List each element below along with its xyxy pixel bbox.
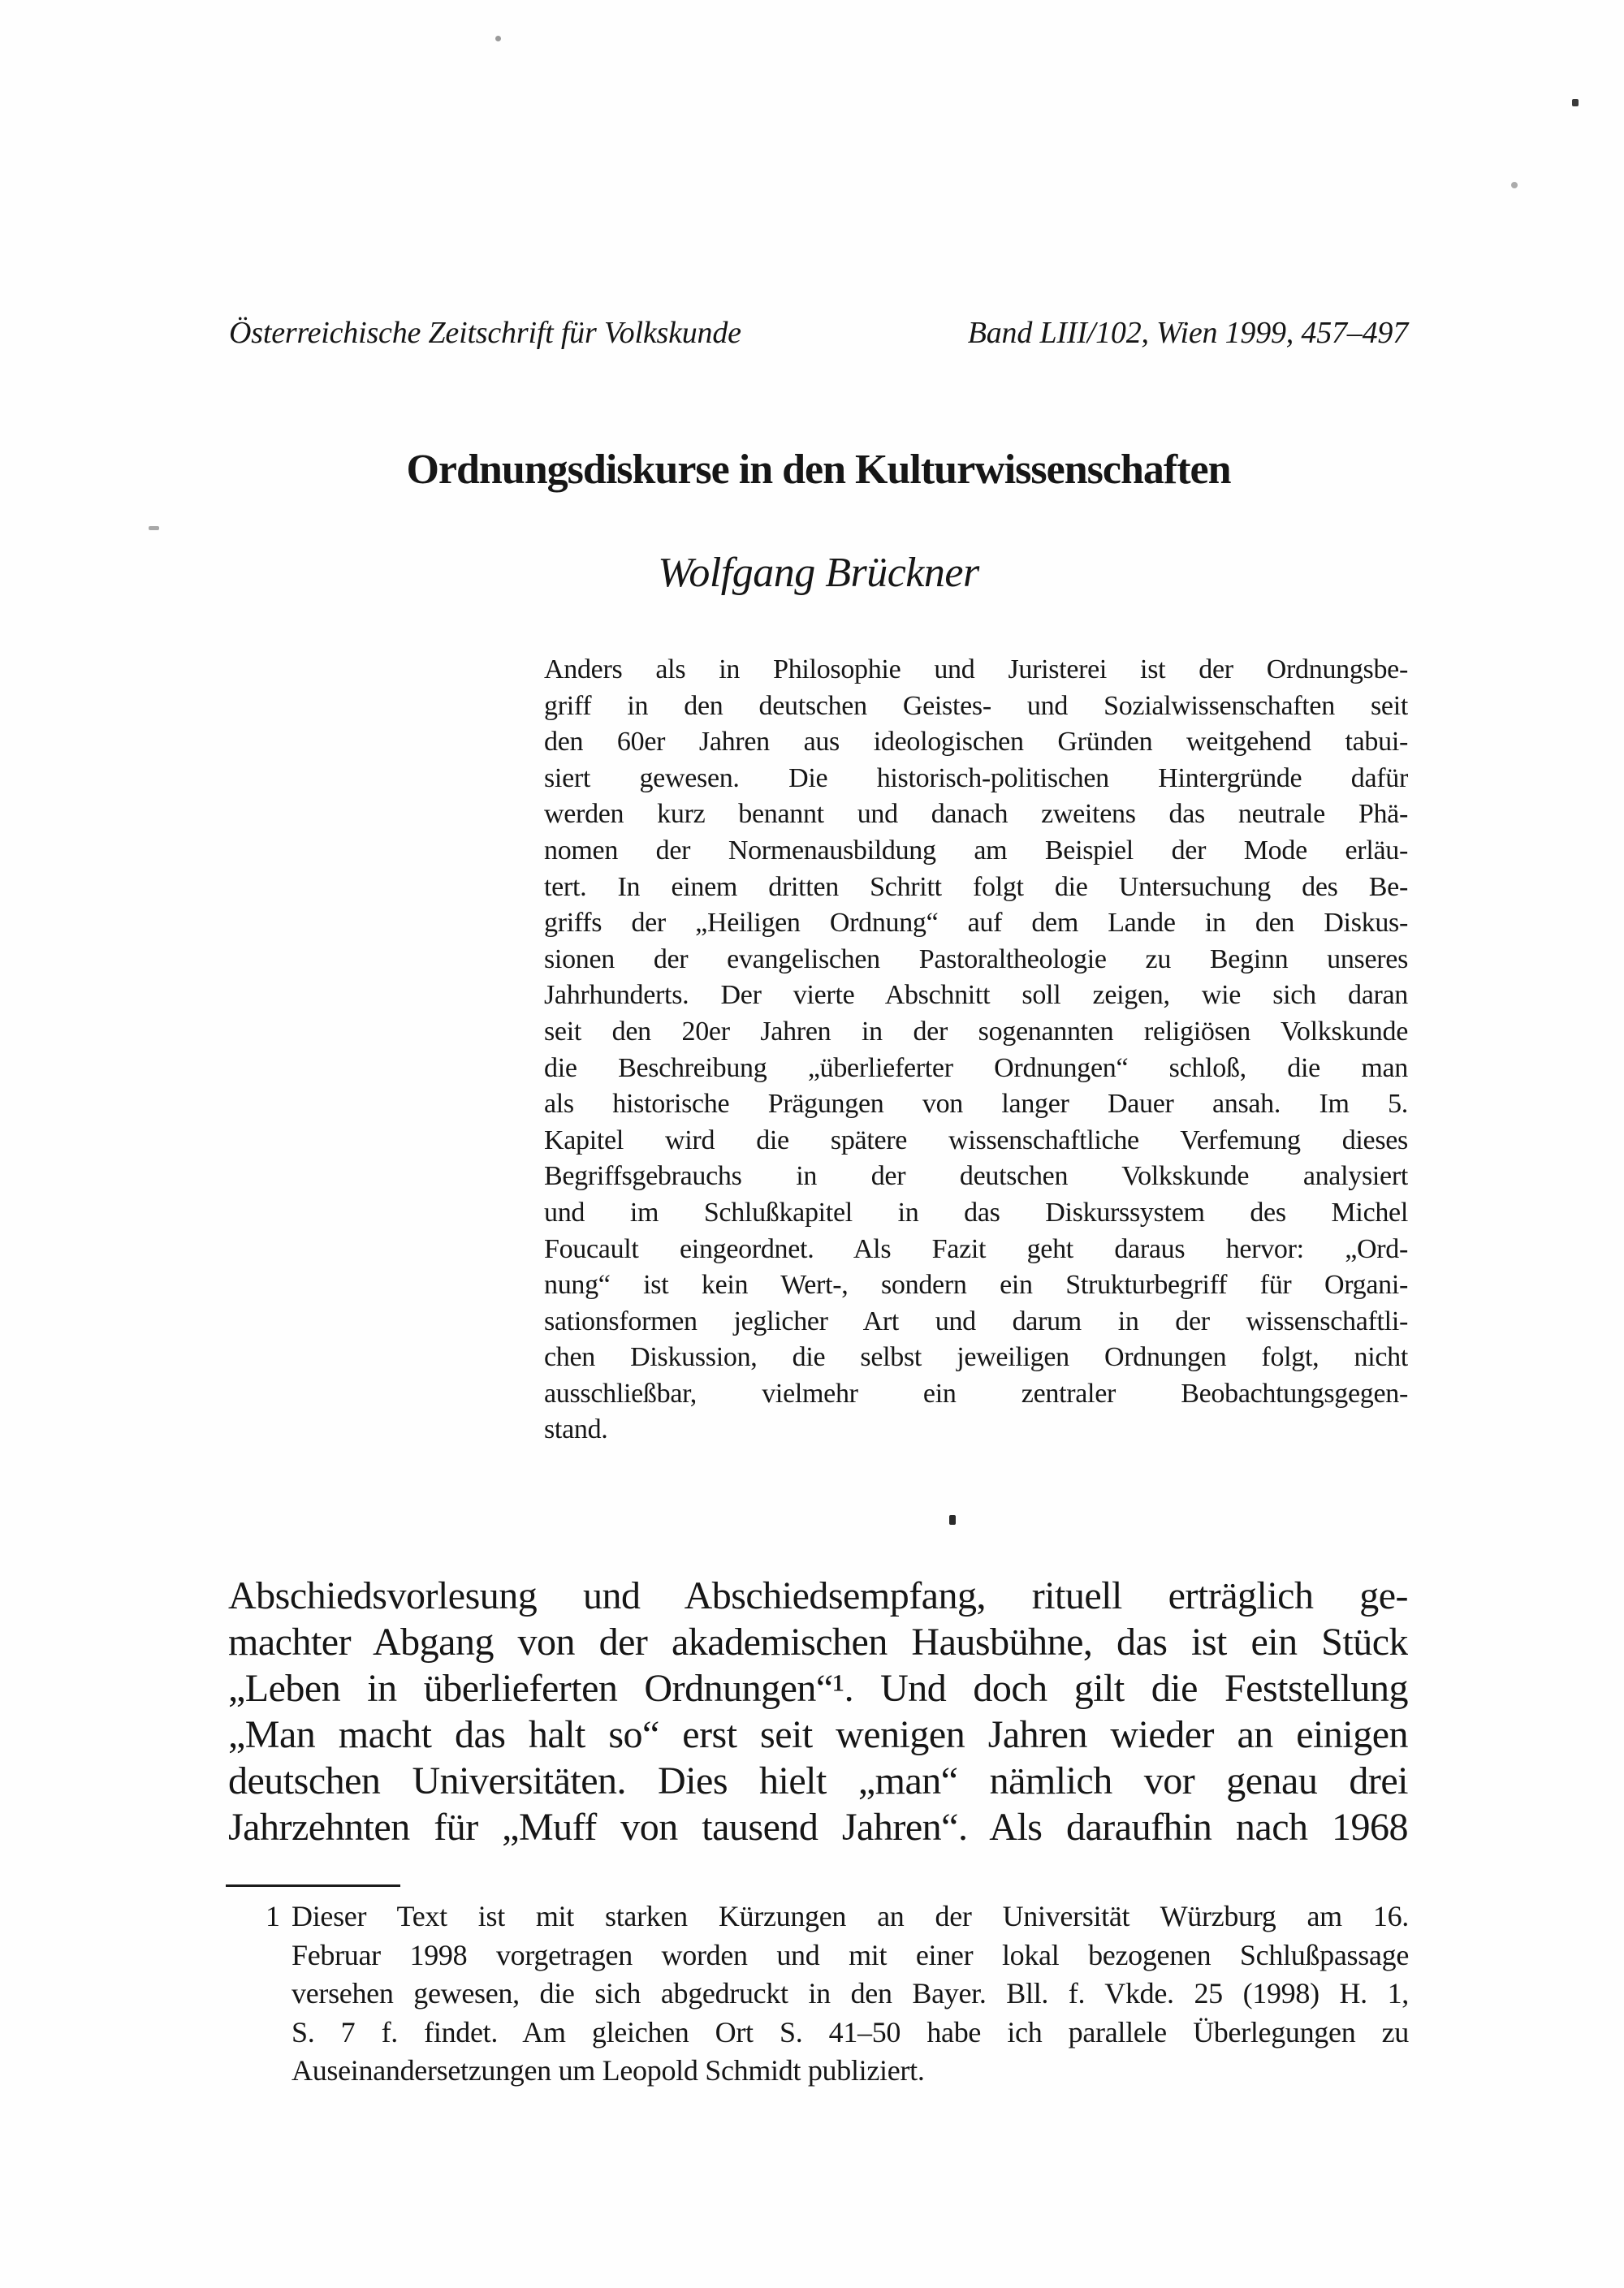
body-line: „Man macht das halt so“ erst seit wenigen Jahren wieder an einigen (228, 1713, 1408, 1756)
abstract-line: seit den 20er Jahren in der sogenannten religiösen Volkskunde (544, 1016, 1408, 1047)
abstract-line: Kapitel wird die spätere wissenschaftliche Verfemung dieses (544, 1125, 1408, 1155)
footnote-block (229, 1897, 1409, 2091)
footnote-line: versehen gewesen, die sich abgedruckt in den Bayer. Bll. f. Vkde. 25 (1998) H. 1, (292, 1977, 1409, 2010)
abstract-line: den 60er Jahren aus ideologischen Gründen weitgehend tabui- (544, 727, 1408, 758)
footnote-line (229, 1897, 1409, 1936)
abstract-block (544, 652, 1408, 1448)
body-line: „Leben in überlieferten Ordnungen“¹. Und doch gilt die Feststellung (228, 1667, 1408, 1710)
abstract-line: ausschließbar, vielmehr ein zentraler Beobachtungsgegen- (544, 1378, 1408, 1409)
abstract-line: tert. In einem dritten Schritt folgt die Untersuchung des Be- (544, 871, 1408, 902)
abstract-line: siert gewesen. Die historisch-politischen Hintergründe dafür (544, 762, 1408, 793)
author-name: Wolfgang Brückner (658, 550, 979, 596)
abstract-line: Jahrhunderts. Der vierte Abschnitt soll zeigen, wie sich daran (544, 980, 1408, 1011)
abstract-line: sationsformen jeglicher Art und darum in der wissenschaftli- (544, 1306, 1408, 1336)
journal-title: Österreichische Zeitschrift für Volkskunde (229, 316, 741, 350)
abstract-line: Begriffsgebrauchs in der deutschen Volkskunde analysiert (544, 1161, 1408, 1192)
abstract-line: die Beschreibung „überlieferter Ordnungen“ schloß, die man (544, 1052, 1408, 1083)
footnote-line: Februar 1998 vorgetragen worden und mit einer lokal bezogenen Schlußpassage (292, 1938, 1409, 1971)
body-line: Jahrzehnten für „Muff von tausend Jahren“. Als daraufhin nach 1968 (228, 1806, 1408, 1849)
footnote-line: Auseinandersetzungen um Leopold Schmidt publiziert. (292, 2054, 925, 2087)
abstract-line: werden kurz benannt und danach zweitens das neutrale Phä- (544, 799, 1408, 830)
abstract-line: griffs der „Heiligen Ordnung“ auf dem Lande in den Diskus- (544, 908, 1408, 939)
footnote-text: Dieser Text ist mit starken Kürzungen an der Universität Würzburg am 16. (292, 1900, 1409, 1932)
abstract-end-mark (949, 1515, 956, 1525)
abstract-line: Foucault eingeordnet. Als Fazit geht daraus hervor: „Ord- (544, 1233, 1408, 1264)
abstract-line: Anders als in Philosophie und Juristerei ist der Ordnungsbe- (544, 654, 1408, 684)
footnote-marker: 1 (266, 1900, 280, 1932)
body-line: deutschen Universitäten. Dies hielt „man“ nämlich vor genau drei (228, 1759, 1408, 1802)
abstract-line: sionen der evangelischen Pastoraltheologie zu Beginn unseres (544, 943, 1408, 974)
abstract-line: stand. (544, 1414, 608, 1445)
abstract-line: nomen der Normenausbildung am Beispiel der Mode erläu- (544, 835, 1408, 866)
abstract-line: nung“ ist kein Wert-, sondern ein Strukturbegriff für Organi- (544, 1270, 1408, 1301)
body-line: Abschiedsvorlesung und Abschiedsempfang, rituell erträglich ge- (228, 1574, 1408, 1617)
footnote-line: S. 7 f. findet. Am gleichen Ort S. 41–50 habe ich parallele Überlegungen zu (292, 2015, 1409, 2048)
journal-header (229, 315, 1408, 351)
scan-speck (1511, 182, 1518, 188)
scan-speck (149, 526, 159, 530)
abstract-line: chen Diskussion, die selbst jeweiligen Ordnungen folgt, nicht (544, 1342, 1408, 1373)
scan-speck (495, 36, 501, 41)
article-title: Ordnungsdiskurse in den Kulturwissenschaften (406, 447, 1231, 493)
abstract-line: als historische Prägungen von langer Dauer ansah. Im 5. (544, 1089, 1408, 1120)
body-line: machter Abgang von der akademischen Hausbühne, das ist ein Stück (228, 1621, 1408, 1664)
abstract-line: griff in den deutschen Geistes- und Sozialwissenschaften seit (544, 690, 1408, 721)
footnote-separator (226, 1884, 400, 1887)
body-paragraph (228, 1573, 1408, 1850)
issue-info: Band LIII/102, Wien 1999, 457–497 (967, 316, 1408, 350)
scan-speck (1572, 99, 1579, 106)
abstract-line: und im Schlußkapitel in das Diskurssystem des Michel (544, 1197, 1408, 1228)
